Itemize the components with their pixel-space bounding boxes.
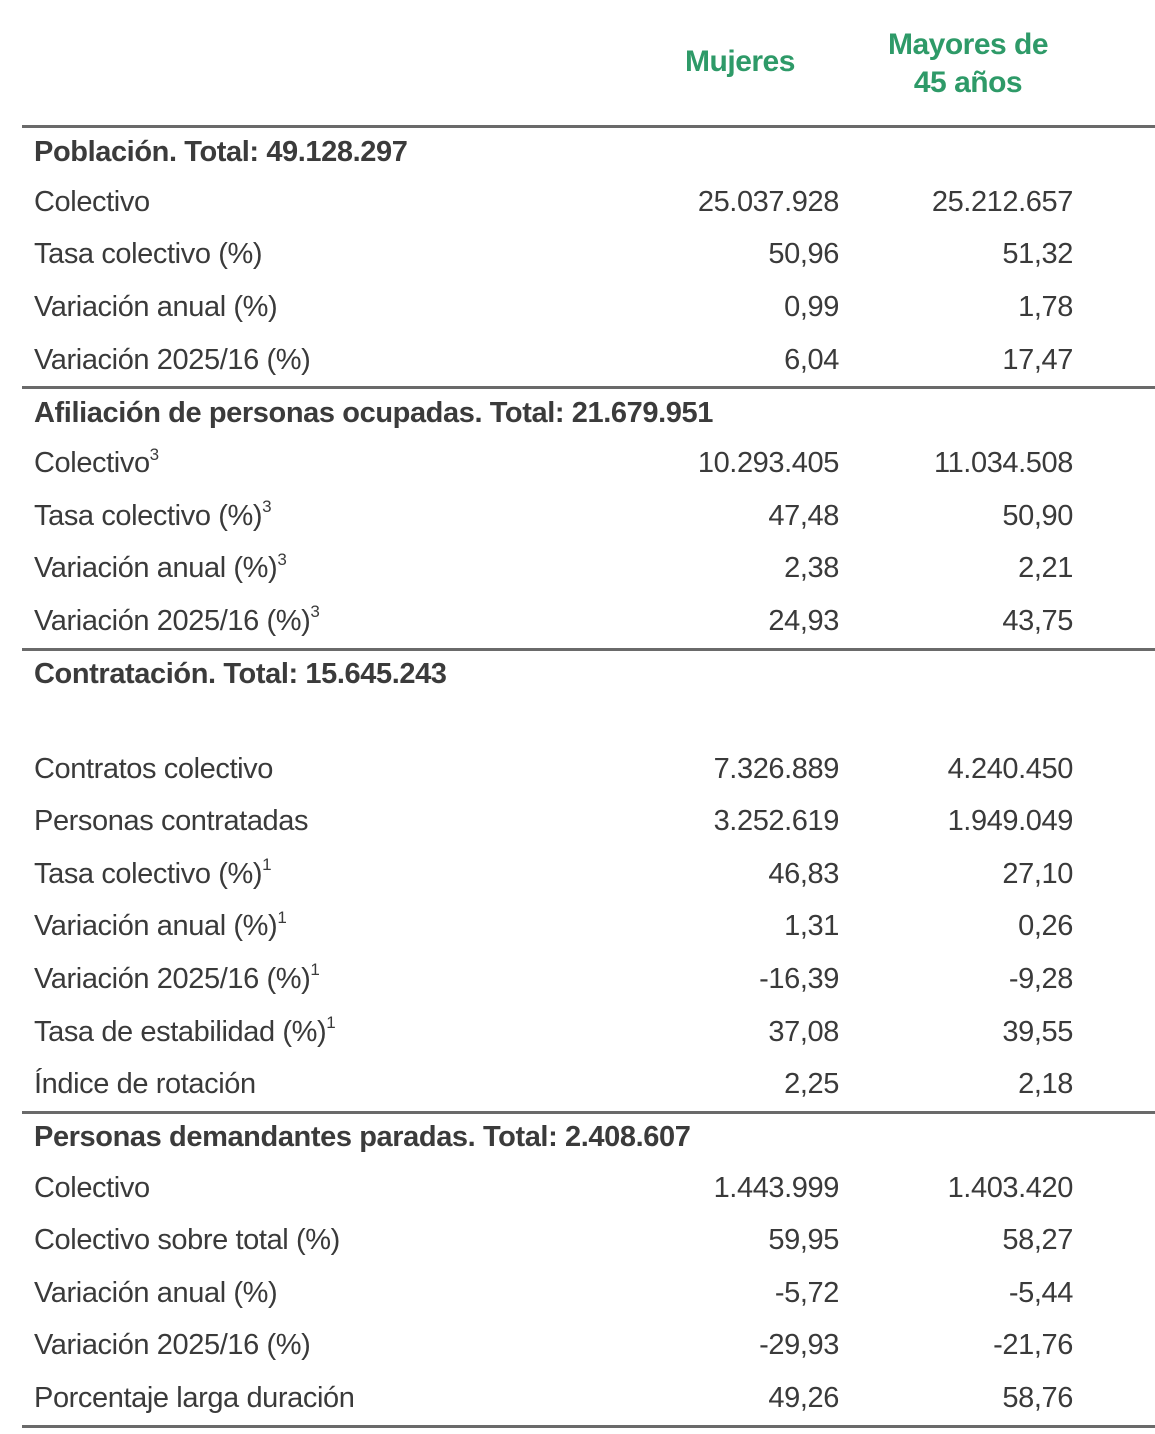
row-label [22, 953, 620, 1006]
table-row [22, 334, 1155, 388]
row-label-text: Tasa colectivo (%) [34, 238, 263, 271]
cell-mujeres: 2,25 [784, 1068, 839, 1101]
table-row [22, 281, 1155, 334]
section-title: Población. Total: 49.128.297 [22, 127, 1155, 177]
row-label [22, 437, 620, 490]
section-header-row [22, 127, 1155, 177]
section-header-row [22, 1112, 1155, 1162]
row-label-text: Tasa de estabilidad (%) [34, 1015, 327, 1048]
cell-mayores: 27,10 [1002, 857, 1073, 890]
cell-padding [1073, 595, 1155, 649]
table-row [22, 795, 1155, 848]
cell-mujeres: 1.443.999 [713, 1171, 839, 1204]
footnote-marker: 1 [326, 1012, 336, 1032]
row-label-text: Variación 2025/16 (%) [34, 343, 311, 376]
row-label-text: Contratos colectivo [34, 752, 274, 785]
cell-mayores: 50,90 [1002, 499, 1073, 532]
cell-mayores: 25.212.657 [931, 185, 1073, 218]
row-label-text: Variación anual (%) [34, 910, 278, 943]
section-header-row [22, 649, 1155, 699]
data-table-body [22, 127, 1155, 1427]
table-row [22, 176, 1155, 229]
column-header-mujeres [655, 43, 825, 81]
footnote-marker: 1 [262, 855, 272, 875]
cell-mujeres: 37,08 [768, 1015, 839, 1048]
cell-mujeres: 47,48 [768, 499, 839, 532]
cell-mujeres: 7.326.889 [713, 752, 839, 785]
table-row [22, 1162, 1155, 1215]
cell-padding [1073, 176, 1155, 229]
row-label-text: Variación 2025/16 (%) [34, 1329, 311, 1362]
cell-padding [1073, 334, 1155, 388]
cell-mayores: 0,26 [1018, 910, 1073, 943]
footnote-marker: 3 [277, 549, 287, 569]
table-row [22, 1006, 1155, 1059]
table-row [22, 901, 1155, 954]
cell-mayores: 17,47 [1002, 343, 1073, 376]
table-row [22, 1215, 1155, 1268]
cell-padding [1073, 743, 1155, 796]
cell-mayores: 1.403.420 [947, 1171, 1073, 1204]
cell-padding [1073, 901, 1155, 954]
row-label [22, 795, 620, 848]
cell-mujeres: -5,72 [774, 1276, 839, 1309]
table-row [22, 743, 1155, 796]
cell-mujeres: -16,39 [759, 962, 839, 995]
cell-padding [1073, 1058, 1155, 1112]
row-label [22, 1320, 620, 1373]
cell-mujeres: 46,83 [768, 857, 839, 890]
cell-mayores: 4.240.450 [947, 752, 1073, 785]
row-label-text: Tasa colectivo (%) [34, 499, 263, 532]
cell-padding [1073, 437, 1155, 490]
cell-mujeres: 10.293.405 [697, 447, 839, 480]
row-label-text: Colectivo [34, 185, 150, 218]
spacer-cell [22, 699, 1155, 743]
cell-mujeres: 24,93 [768, 604, 839, 637]
cell-mayores: -5,44 [1008, 1276, 1073, 1309]
row-label-text: Colectivo [34, 447, 150, 480]
footnote-marker: 3 [310, 602, 320, 622]
cell-padding [1073, 1006, 1155, 1059]
cell-mayores: 11.034.508 [934, 447, 1073, 480]
data-table [22, 125, 1155, 1428]
cell-mujeres: 50,96 [768, 238, 839, 271]
row-label [22, 901, 620, 954]
row-label [22, 848, 620, 901]
column-header-mayores-line1: Mayores de [887, 28, 1049, 61]
section-title: Personas demandantes paradas. Total: 2.408.607 [22, 1112, 1155, 1162]
row-label-text: Porcentaje larga duración [34, 1382, 355, 1415]
table-row [22, 543, 1155, 596]
cell-mayores: 2,18 [1018, 1068, 1073, 1101]
table-row [22, 490, 1155, 543]
footnote-marker: 3 [262, 497, 272, 517]
cell-padding [1073, 490, 1155, 543]
table-row [22, 1058, 1155, 1112]
row-label-text: Tasa colectivo (%) [34, 857, 263, 890]
table-row [22, 229, 1155, 282]
row-label-text: Variación anual (%) [34, 552, 278, 585]
row-label-text: Colectivo sobre total (%) [34, 1224, 340, 1257]
table-row [22, 953, 1155, 1006]
table-row [22, 1320, 1155, 1373]
cell-padding [1073, 229, 1155, 282]
cell-padding [1073, 281, 1155, 334]
row-label-text: Variación anual (%) [34, 1276, 278, 1309]
row-label [22, 281, 620, 334]
table-row [22, 437, 1155, 490]
cell-padding [1073, 953, 1155, 1006]
cell-padding [1073, 1320, 1155, 1373]
cell-mayores: 1.949.049 [947, 805, 1073, 838]
section-header-row [22, 388, 1155, 438]
cell-mayores: 58,27 [1002, 1224, 1073, 1257]
row-label-text: Variación 2025/16 (%) [34, 604, 311, 637]
cell-mayores: 2,21 [1018, 552, 1073, 585]
row-label [22, 1058, 620, 1112]
row-label-text: Colectivo [34, 1171, 150, 1204]
row-label [22, 1372, 620, 1426]
column-header-mayores [850, 26, 1086, 102]
cell-mujeres: 1,31 [784, 910, 839, 943]
cell-mayores: 58,76 [839, 1372, 1073, 1426]
cell-mujeres: 59,95 [768, 1224, 839, 1257]
cell-mujeres: 2,38 [784, 552, 839, 585]
row-label [22, 1162, 620, 1215]
cell-mujeres: 49,26 [620, 1372, 839, 1426]
row-label [22, 229, 620, 282]
cell-padding [1073, 1162, 1155, 1215]
row-label [22, 490, 620, 543]
row-label [22, 1267, 620, 1320]
row-label [22, 334, 620, 388]
row-label-text: Personas contratadas [34, 805, 309, 838]
cell-mujeres: 25.037.928 [697, 185, 839, 218]
row-label [22, 595, 620, 649]
cell-padding [1073, 1215, 1155, 1268]
footnote-marker: 3 [149, 444, 159, 464]
footnote-marker: 1 [277, 907, 287, 927]
table-row [22, 595, 1155, 649]
table-row [22, 848, 1155, 901]
table-row [22, 1267, 1155, 1320]
row-label [22, 176, 620, 229]
row-label-text: Variación 2025/16 (%) [34, 962, 311, 995]
cell-mujeres: 3.252.619 [713, 805, 839, 838]
section-title: Afiliación de personas ocupadas. Total: 21.679.951 [22, 388, 1155, 438]
cell-mayores: -21,76 [993, 1329, 1073, 1362]
cell-padding [1073, 795, 1155, 848]
cell-mayores: 43,75 [1002, 604, 1073, 637]
row-label-text: Índice de rotación [34, 1068, 256, 1101]
section-title: Contratación. Total: 15.645.243 [22, 649, 1155, 699]
cell-padding [1073, 1372, 1155, 1426]
cell-padding [1073, 543, 1155, 596]
row-label [22, 1215, 620, 1268]
row-label [22, 543, 620, 596]
section-spacer [22, 699, 1155, 743]
footnote-marker: 1 [310, 960, 320, 980]
cell-mayores: 1,78 [1018, 290, 1073, 323]
column-header-mayores-line2: 45 años [913, 66, 1023, 99]
cell-mayores: -9,28 [1008, 962, 1073, 995]
row-label [22, 743, 620, 796]
cell-padding [1073, 1267, 1155, 1320]
column-header-mujeres-label: Mujeres [685, 45, 795, 78]
cell-mujeres: 6,04 [784, 343, 839, 376]
row-label [22, 1006, 620, 1059]
cell-mayores: 39,55 [1002, 1015, 1073, 1048]
cell-mujeres: 0,99 [784, 290, 839, 323]
cell-mujeres: -29,93 [759, 1329, 839, 1362]
row-label-text: Variación anual (%) [34, 290, 278, 323]
cell-mayores: 51,32 [1002, 238, 1073, 271]
cell-padding [1073, 848, 1155, 901]
table-row [22, 1372, 1155, 1426]
